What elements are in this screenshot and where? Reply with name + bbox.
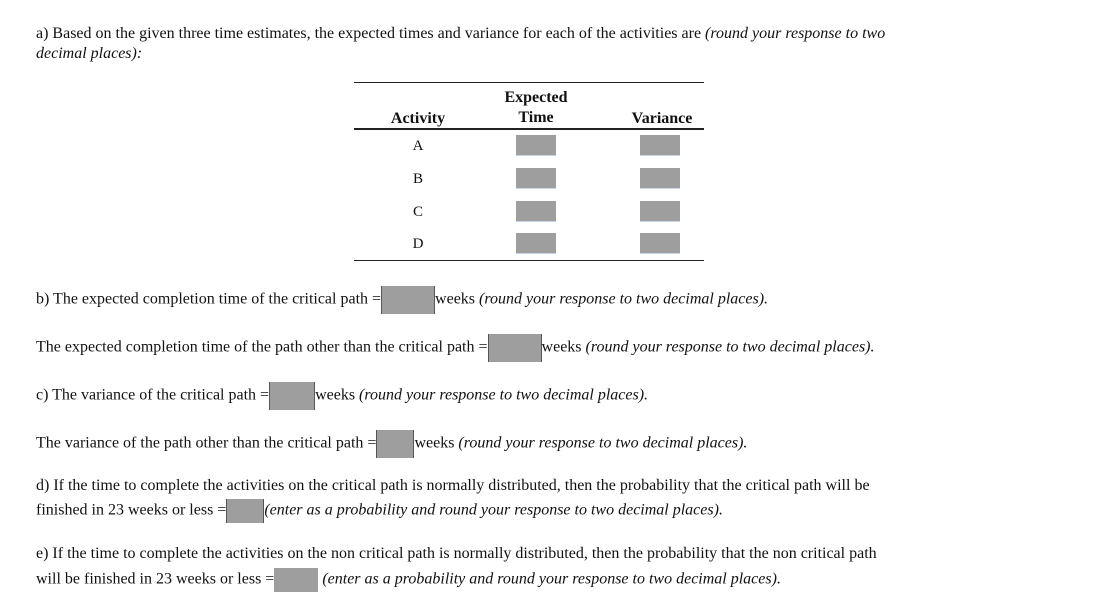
part-b-italic-1: (round your response to two decimal places). [479,290,769,308]
part-b-unit-2: weeks [541,338,586,356]
part-c-unit-1: weeks [315,386,360,404]
part-b-italic-2: (round your response to two decimal places). [585,338,875,356]
part-d-line1: d) If the time to complete the activities on the critical path is normally distributed, then the probability that the critical path will be [36,477,870,494]
part-a-line2 [36,44,142,64]
critical-path-variance-input[interactable] [269,382,315,410]
part-a-line1 [36,24,885,44]
part-e-italic: (enter as a probability and round your response to two decimal places). [322,570,781,588]
header-time: Time [518,109,554,126]
part-b-line1 [36,286,768,314]
activity-table [354,82,704,262]
part-a-italic-2: decimal places): [36,45,143,62]
expected-time-input-a[interactable] [516,135,556,156]
part-b-line2 [36,334,875,362]
non-critical-path-probability-input[interactable] [274,568,318,592]
part-c-text-2: The variance of the path other than the critical path = [36,434,377,452]
activity-label-c: C [412,204,423,220]
part-e-line2 [36,568,781,592]
critical-path-time-input[interactable] [381,286,435,314]
part-a-italic: (round your response to two [705,25,886,42]
part-e-text-2: will be finished in 23 weeks or less = [36,570,275,588]
part-c-text-1: c) The variance of the critical path = [36,386,270,404]
variance-input-d[interactable] [640,233,680,254]
header-activity: Activity [390,110,446,127]
expected-time-input-c[interactable] [516,201,556,222]
header-expected: Expected [504,89,568,106]
table-bottom-rule [354,260,704,261]
table-top-rule [354,82,704,83]
part-d-italic: (enter as a probability and round your response to two decimal places). [264,501,723,519]
part-d-line2 [36,499,723,523]
expected-time-input-d[interactable] [516,233,556,254]
part-d-text-2: finished in 23 weeks or less = [36,501,227,519]
part-c-italic-2: (round your response to two decimal places). [458,434,748,452]
expected-time-input-b[interactable] [516,168,556,189]
part-a-text: a) Based on the given three time estimates, the expected times and variance for each of the activities are [36,25,706,42]
activity-label-d: D [412,236,424,252]
part-b-unit-1: weeks [435,290,480,308]
part-e-line1: e) If the time to complete the activities on the non critical path is normally distributed, then the probability that the non critical path [36,545,877,562]
part-b-text-2: The expected completion time of the path other than the critical path = [36,338,488,356]
variance-input-a[interactable] [640,135,680,156]
part-b-text-1: b) The expected completion time of the critical path = [36,290,382,308]
variance-input-b[interactable] [640,168,680,189]
part-c-line2 [36,430,747,458]
part-c-unit-2: weeks [414,434,459,452]
table-header-rule [354,128,704,130]
other-path-variance-input[interactable] [376,430,414,458]
variance-input-c[interactable] [640,201,680,222]
part-c-line1 [36,382,648,410]
other-path-time-input[interactable] [488,334,542,362]
activity-label-a: A [412,138,424,154]
part-c-italic-1: (round your response to two decimal places). [359,386,649,404]
activity-label-b: B [412,171,423,187]
critical-path-probability-input[interactable] [226,499,264,523]
header-variance: Variance [631,110,693,127]
